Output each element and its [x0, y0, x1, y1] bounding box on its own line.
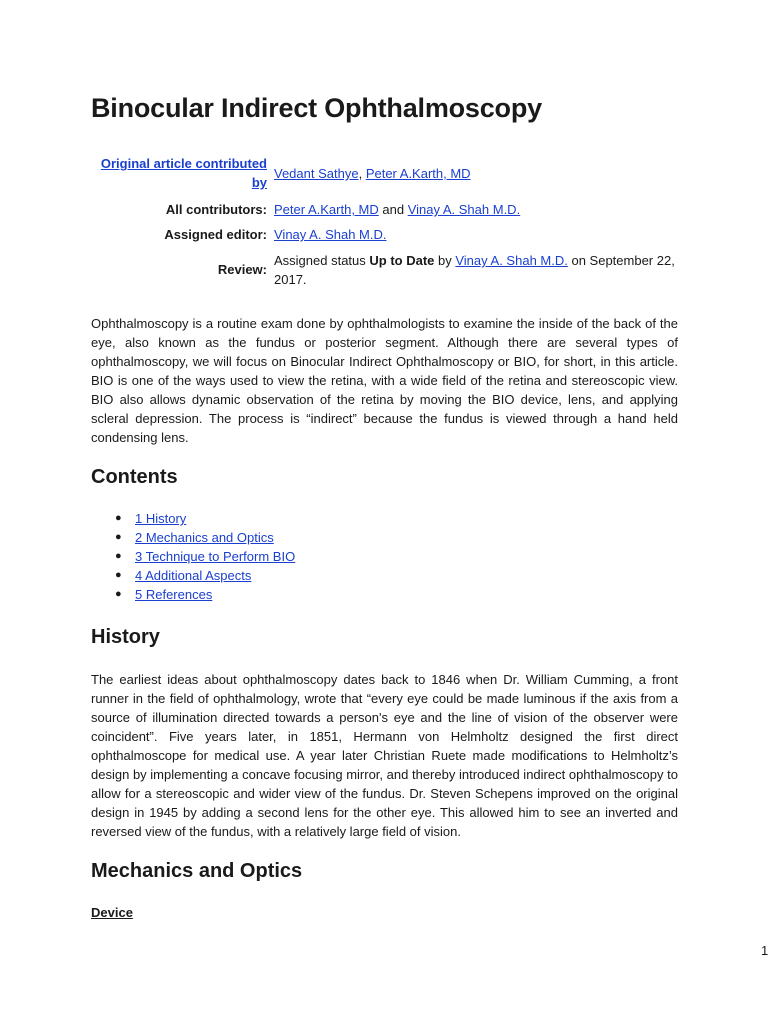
toc-link-references[interactable]: 5 References — [135, 587, 213, 602]
page-title: Binocular Indirect Ophthalmoscopy — [91, 93, 542, 123]
bullet-icon: ● — [115, 512, 122, 524]
author-link-peter-karth[interactable]: Peter A.Karth, MD — [365, 166, 471, 181]
intro-paragraph: Ophthalmoscopy is a routine exam done by ophthalmologists to examine the inside of the back of the eye, also known as the fundus or posterior segment. Although there are several types of ophthalmoscopy, we will focus on Binocular Indirect Ophthalmoscopy or BIO, for short, in this article. BIO is one of the ways used to view the retina, with a wide field of the retina and stereoscopic view. BIO also allows dynamic observation of the retina by moving the BIO device, lens, and applying scleral depression. The process is “indirect” because the fundus is viewed through a hand held condensing lens. — [91, 316, 678, 445]
table-of-contents — [91, 509, 295, 604]
reviewer-link-vinay-shah[interactable]: Vinay A. Shah M.D. — [455, 253, 568, 268]
toc-item — [91, 547, 295, 566]
history-paragraph: The earliest ideas about ophthalmoscopy dates back to 1846 when Dr. William Cumming, a front runner in the field of ophthalmology, wrote that “every eye could be made luminous if the axis from a source of illumination directed towards a person's eye and the line of vision of the observer were coincident”. Five years later, in 1851, Hermann von Helmholtz designed the first direct ophthalmoscope for medical use. A year later Christian Ruete made modifications to Helmholtz’s design by implementing a concave focusing mirror, and thereby introduced indirect ophthalmoscopy to allow for a stereoscopic and wider view of the fundus. Dr. Steven Schepens improved on the original design in 1945 by adding a second lens for the other eye. This allowed him to see an inverted and reversed view of the fundus, with a relatively large field of vision. — [91, 672, 678, 839]
all-contributors-value — [274, 200, 678, 219]
device-subheading: Device — [91, 905, 133, 920]
review-value — [274, 251, 678, 289]
page-number: 1 — [761, 943, 768, 958]
bullet-icon: ● — [115, 588, 122, 600]
original-article-label — [91, 154, 267, 192]
review-label: Review: — [217, 262, 267, 277]
original-article-authors — [274, 164, 678, 183]
review-by: by — [434, 253, 456, 268]
toc-item — [91, 528, 295, 547]
contributor-joiner: and — [378, 202, 408, 217]
assigned-editor-value — [274, 225, 678, 244]
toc-link-additional[interactable]: 4 Additional Aspects — [135, 568, 252, 583]
assigned-editor-label: Assigned editor: — [164, 227, 267, 242]
history-heading: History — [91, 626, 160, 648]
original-article-link[interactable]: Original article contributed by — [100, 156, 267, 190]
review-suffix: on September 22, 2017. — [274, 253, 675, 287]
bullet-icon: ● — [115, 569, 122, 581]
toc-link-history[interactable]: 1 History — [135, 511, 187, 526]
review-prefix: Assigned status — [274, 253, 370, 268]
review-status: Up to Date — [369, 253, 435, 268]
toc-item — [91, 585, 295, 604]
toc-item — [91, 566, 295, 585]
author-separator: , — [358, 166, 366, 181]
contributor-link-vinay-shah[interactable]: Vinay A. Shah M.D. — [407, 202, 521, 217]
author-link-vedant-sathye[interactable]: Vedant Sathye — [274, 166, 359, 181]
mechanics-heading: Mechanics and Optics — [91, 860, 303, 882]
bullet-icon: ● — [115, 531, 122, 543]
bullet-icon: ● — [115, 550, 122, 562]
editor-link-vinay-shah[interactable]: Vinay A. Shah M.D. — [274, 227, 387, 242]
contributor-link-peter-karth[interactable]: Peter A.Karth, MD — [274, 202, 379, 217]
toc-item — [91, 509, 295, 528]
all-contributors-label: All contributors: — [165, 202, 267, 217]
toc-link-mechanics[interactable]: 2 Mechanics and Optics — [135, 530, 274, 545]
contents-heading: Contents — [91, 466, 178, 488]
toc-link-technique[interactable]: 3 Technique to Perform BIO — [135, 549, 296, 564]
